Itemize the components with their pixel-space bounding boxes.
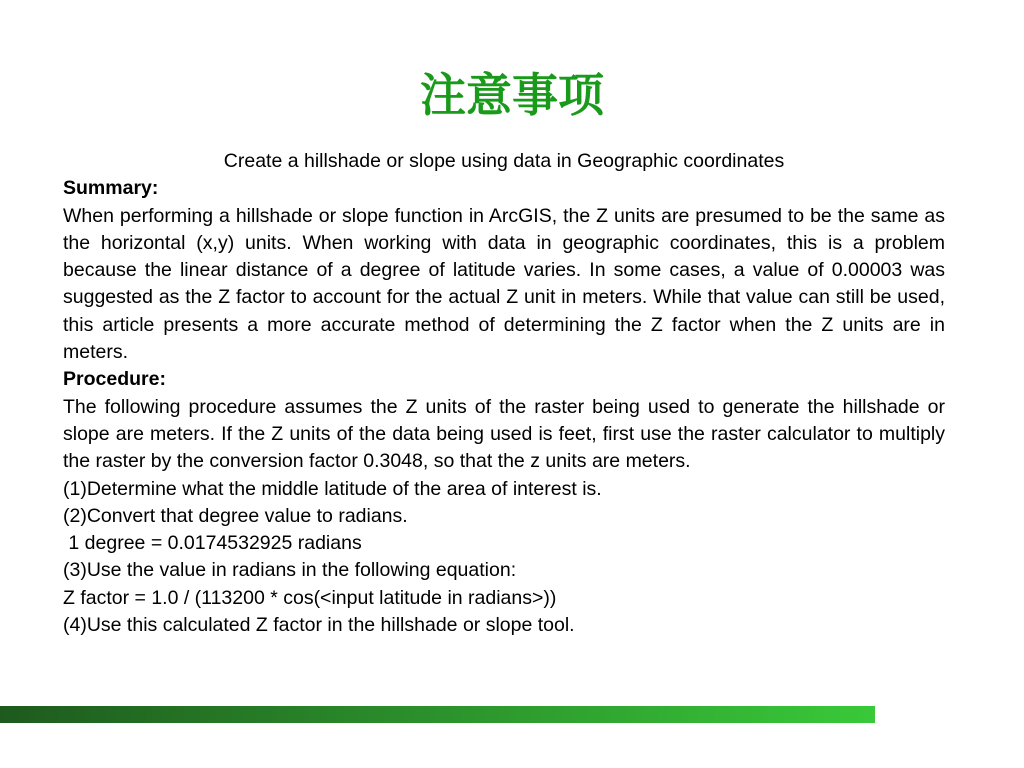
procedure-paragraph: The following procedure assumes the Z units of the raster being used to generate the hillshade or slope are meters. If the Z units of the data being used is feet, first use the raster calculator to multiply the raster by the conversion factor 0.3048, so that the z units are meters. xyxy=(63,395,945,473)
footer-gradient-bar xyxy=(0,706,875,723)
slide-body xyxy=(63,148,945,639)
procedure-heading: Procedure: xyxy=(63,368,166,391)
slide-title: 注意事项 xyxy=(420,68,604,122)
subtitle: Create a hillshade or slope using data in Geographic coordinates xyxy=(223,150,785,172)
step-2-conversion: 1 degree = 0.0174532925 radians xyxy=(63,532,362,555)
step-3-equation: Z factor = 1.0 / (113200 * cos(<input latitude in radians>)) xyxy=(63,586,557,609)
step-4: (4)Use this calculated Z factor in the hillshade or slope tool. xyxy=(63,614,575,637)
step-2: (2)Convert that degree value to radians. xyxy=(63,504,408,527)
summary-heading: Summary: xyxy=(63,177,159,200)
step-3: (3)Use the value in radians in the following equation: xyxy=(63,559,517,582)
step-1: (1)Determine what the middle latitude of the area of interest is. xyxy=(63,477,602,500)
summary-paragraph: When performing a hillshade or slope function in ArcGIS, the Z units are presumed to be the same as the horizontal (x,y) units. When working with data in geographic coordinates, this is a problem because the linear distance of a degree of latitude varies. In some cases, a value of 0.00003 was suggested as the Z factor to account for the actual Z unit in meters. While that value can still be used, this article presents a more accurate method of determining the Z factor when the Z units are in meters. xyxy=(63,204,945,364)
